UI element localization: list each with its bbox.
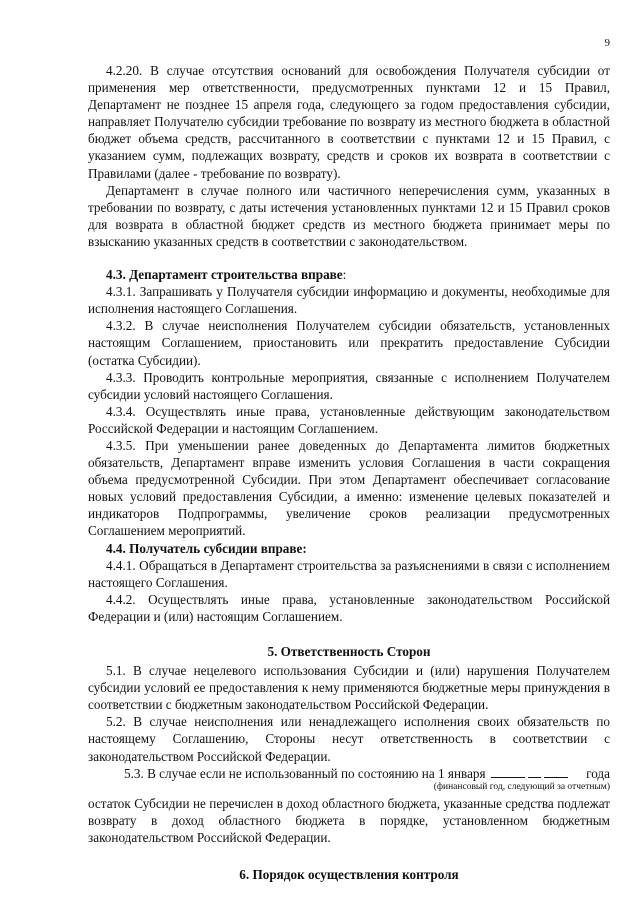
paragraph-4-2-20: 4.2.20. В случае отсутствия оснований для освобождения Получателя субсидии от применения мер ответственности, предусмотренных пунктами 12 и 15 Правил, Департамент не позднее 15 апреля года, следующего за годом предоставления субсидии, направляет Получателю субсидии требование по возврату из местного бюджета в областной бюджет объема средств, рассчитанного в соответствии с пунктами 12 и 15 Правил, с указанием сумм, подлежащих возврату, средств и сроков их возврата в соответствии с Правилами (далее - требование по возврату). xyxy=(88,63,610,181)
paragraph-5-3-continuation: остаток Субсидии не перечислен в доход областного бюджета, указанные средства подлежат возврату в доход областного бюджета в порядке, установленном бюджетным законодательством Российской Федерации. xyxy=(88,795,610,845)
paragraph-5-3-start: 5.3. В случае если не использованный по состоянию на 1 января xyxy=(124,765,486,781)
paragraph-4-2-20-continuation: Департамент в случае полного или частичного неперечисления сумм, указанных в требовании по возврату, с даты истечения установленных пунктами 12 и 15 Правил сроков для возврата в областной бюджет средств из местного бюджета принимает меры по взысканию указанных средств в соответствии с законодательством. xyxy=(88,182,610,249)
heading-4-3-text: 4.3. Департамент строительства вправе xyxy=(106,267,343,283)
paragraph-4-4-1: 4.4.1. Обращаться в Департамент строительства за разъяснениями в связи с исполнением настоящего Соглашения. xyxy=(88,557,610,590)
paragraph-4-3-4: 4.3.4. Осуществлять иные права, установленные действующим законодательством Российской Федерации и настоящим Соглашением. xyxy=(88,403,610,436)
paragraph-5-2: 5.2. В случае неисполнения или ненадлежащего исполнения своих обязательств по настоящему Соглашению, Стороны несут ответственность в соответствии с законодательством Российской Федерации. xyxy=(88,714,610,764)
heading-4-3-colon: : xyxy=(342,267,347,283)
section-5-title: 5. Ответственность Сторон xyxy=(267,644,431,659)
paragraph-5-3-year-word: года xyxy=(586,765,610,781)
document-body xyxy=(88,62,610,885)
heading-4-4: 4.4. Получатель субсидии вправе: xyxy=(106,540,307,556)
paragraph-4-3-5: 4.3.5. При уменьшении ранее доведенных до Департамента лимитов бюджетных обязательств, Департамент вправе изменить условия Соглашения в части сокращения объема предусмотренной Субсидии. При этом Департамент обеспечивает согласование новых условий предоставления Субсидии, а именно: изменение целевых показателей и индикаторов Подпрограммы, увеличение сроков реализации предусмотренных Соглашением мероприятий. xyxy=(88,437,610,539)
year-blank-2 xyxy=(528,765,542,778)
paragraph-4-3-3: 4.3.3. Проводить контрольные мероприятия, связанные с исполнением Получателем субсидии условий настоящего Соглашения. xyxy=(88,369,610,402)
page-number: 9 xyxy=(604,37,610,49)
year-blank-3 xyxy=(544,765,568,778)
heading-4-3 xyxy=(88,266,610,283)
paragraph-4-4-2: 4.4.2. Осуществлять иные права, установленные законодательством Российской Федерации и (или) настоящим Соглашением. xyxy=(88,591,610,624)
year-blank-1 xyxy=(491,765,525,778)
paragraph-4-3-2: 4.3.2. В случае неисполнения Получателем субсидии обязательств, установленных настоящим Соглашением, приостановить или прекратить предоставление Субсидии (остатка Субсидии). xyxy=(88,318,610,368)
section-6-title: 6. Порядок осуществления контроля xyxy=(239,867,459,883)
paragraph-5-1: 5.1. В случае нецелевого использования Субсидии и (или) нарушения Получателем субсидии условий ее предоставления к нему применяются бюджетные меры принуждения в соответствии с бюджетным законодательством Российской Федерации. xyxy=(88,663,610,713)
paragraph-4-3-1: 4.3.1. Запрашивать у Получателя субсидии информацию и документы, необходимые для исполнения настоящего Соглашения. xyxy=(88,284,610,317)
year-caption: (финансовый год, следующий за отчетным) xyxy=(433,781,610,792)
paragraph-5-3-line xyxy=(88,765,610,782)
